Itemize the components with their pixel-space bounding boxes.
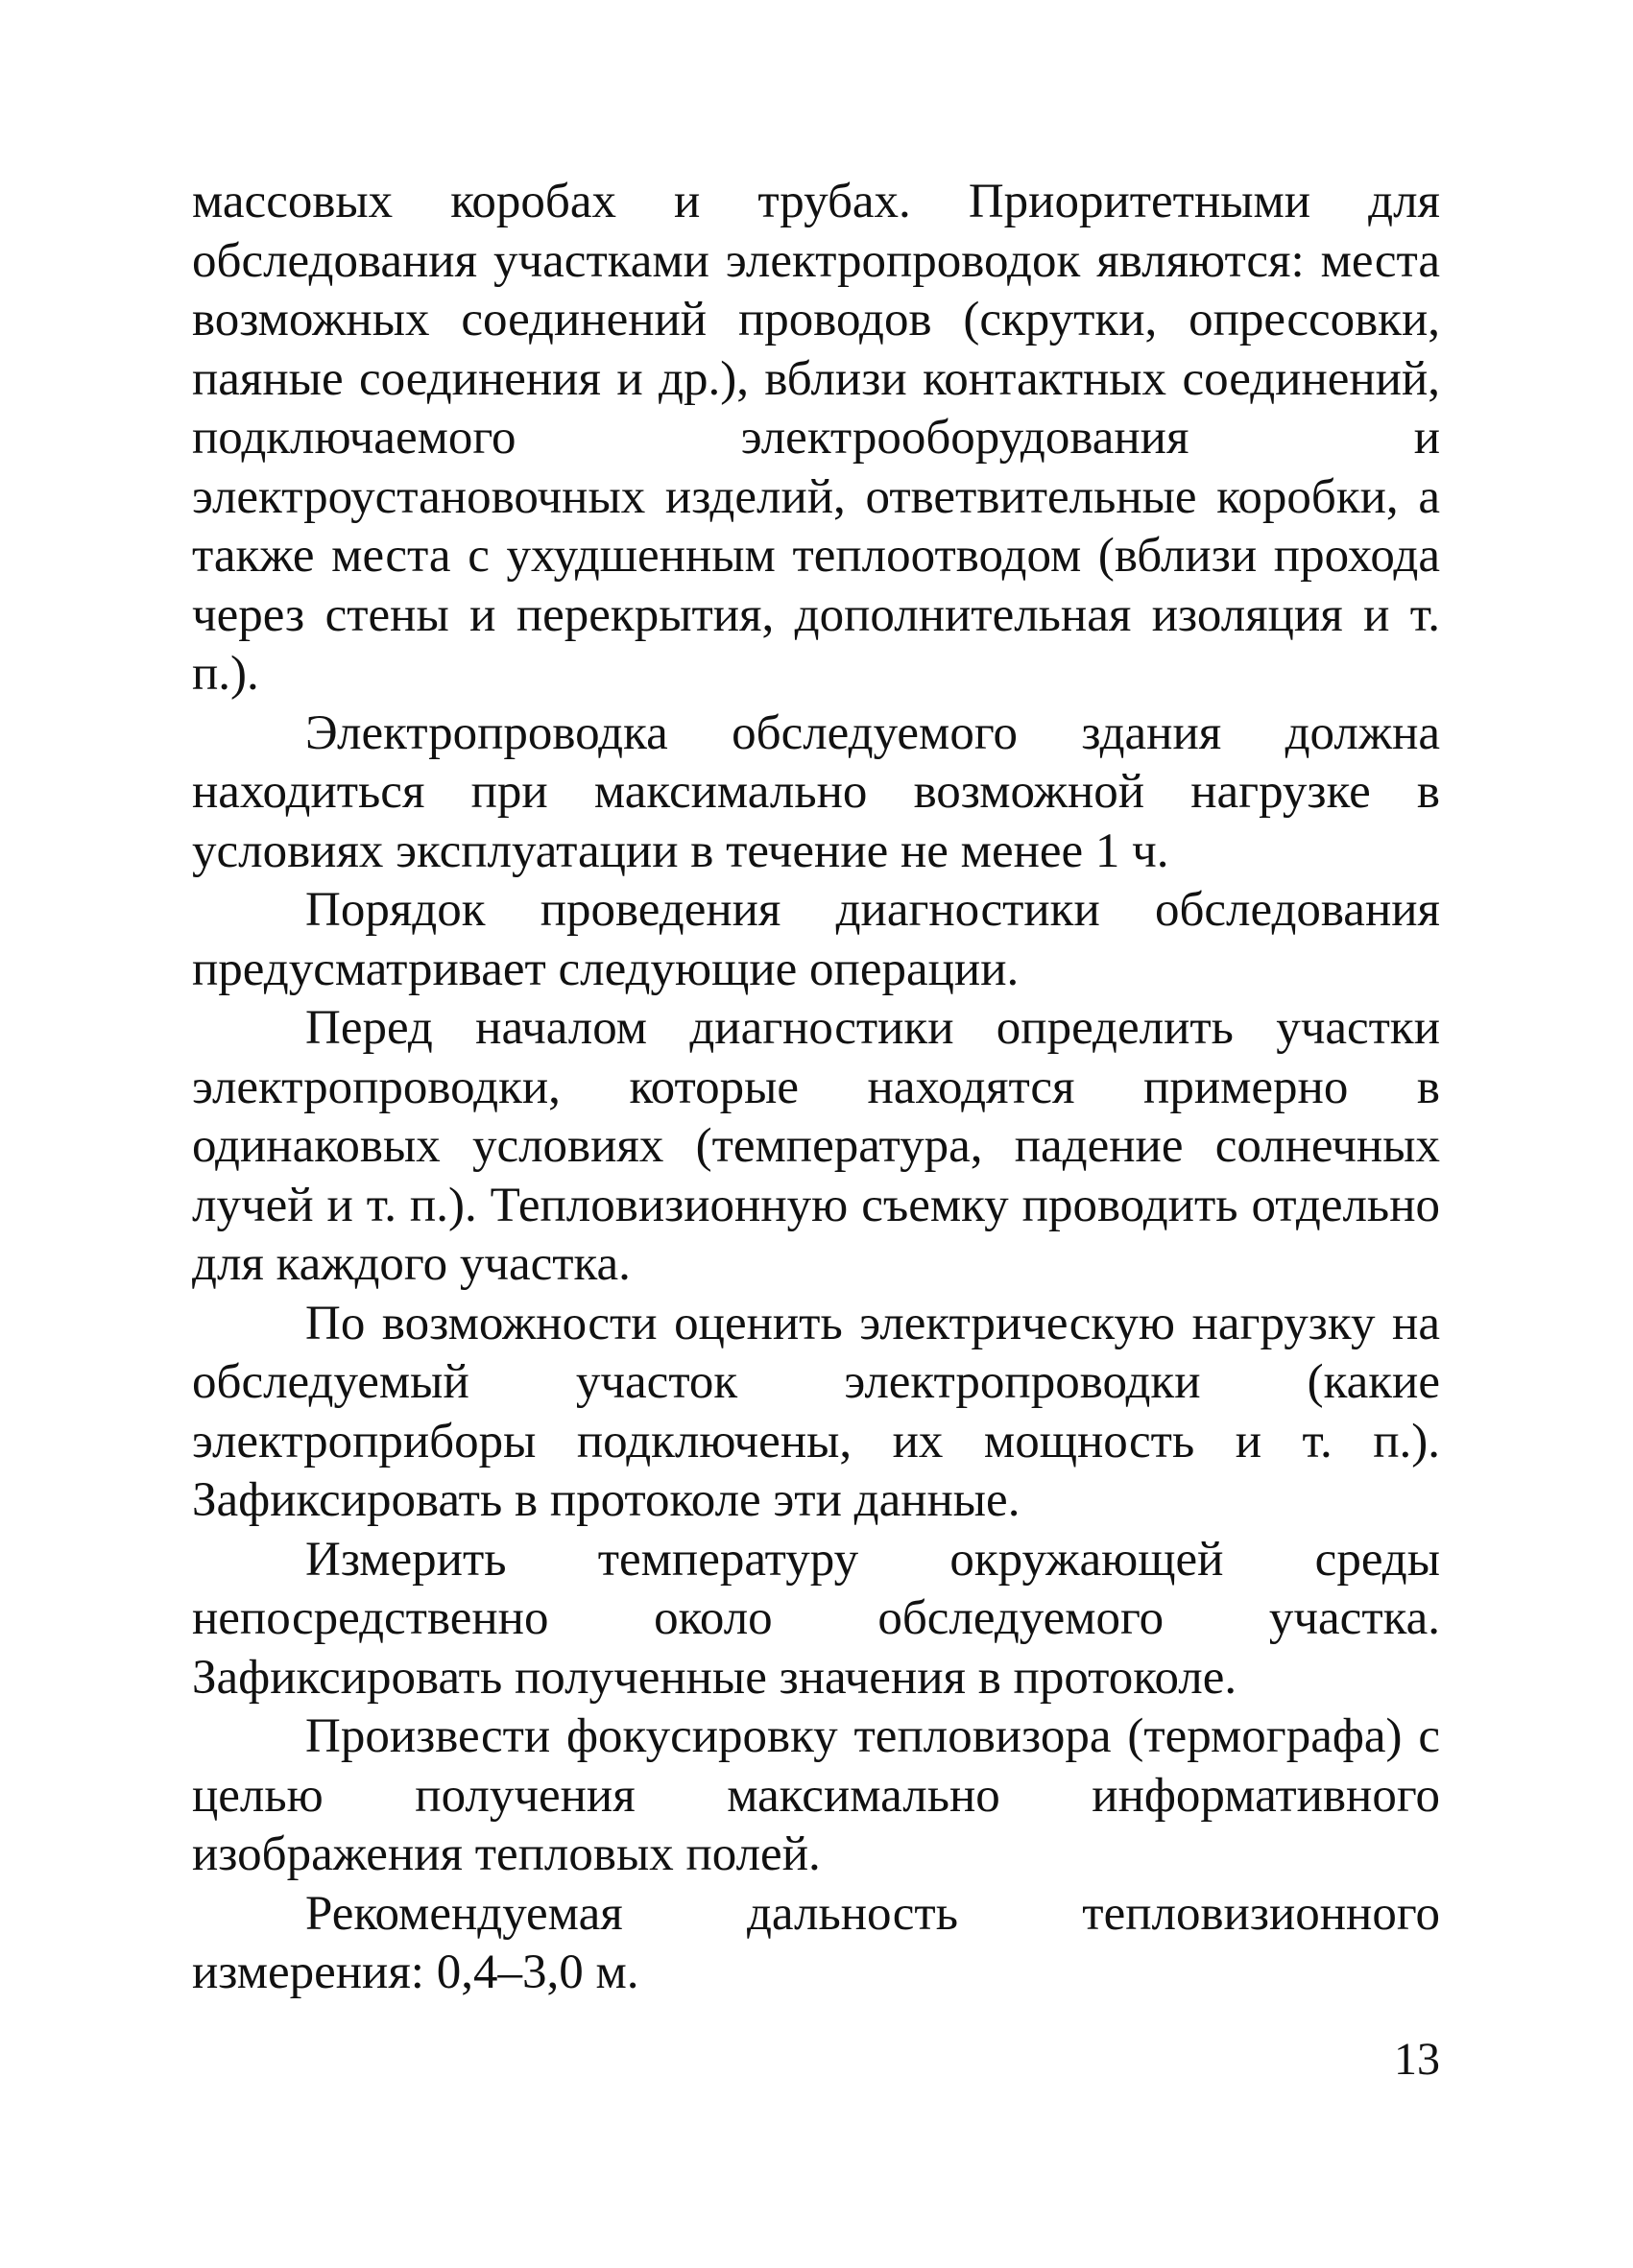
paragraph-focusing: Произвести фокусировку тепловизора (термографа) с целью получения максимально информативного изображения тепловых полей. — [192, 1709, 1440, 1881]
paragraph-continuation: массовых коробах и трубах. Приоритетными для обследования участками электропроводок являются: места возможных соединений проводов (скрутки, опрессовки, паяные соединения и др.), вблизи контактных соединений, подключаемого электрооборудования и электроустановочных изделий, ответвительные коробки, а также места с ухудшенным теплоотводом (вблизи прохода через стены и перекрытия, дополнительная изоляция и т. п.). — [192, 175, 1440, 701]
paragraph-wiring-load: Электропроводка обследуемого здания должна находиться при максимально возможной нагрузке в условиях эксплуатации в течение не менее 1 ч. — [192, 705, 1440, 878]
paragraph-distance: Рекомендуемая дальность тепловизионного измерения: 0,4–3,0 м. — [192, 1886, 1440, 1999]
body-text — [192, 173, 1440, 2003]
page-number: 13 — [1394, 2034, 1440, 2085]
paragraph-ambient-temperature: Измерить температуру окружающей среды непосредственно около обследуемого участка. Зафиксировать полученные значения в протоколе. — [192, 1532, 1440, 1705]
paragraph-load-estimate: По возможности оценить электрическую нагрузку на обследуемый участок электропроводки (какие электроприборы подключены, их мощность и т. п.). Зафиксировать в протоколе эти данные. — [192, 1296, 1440, 1527]
paragraph-sections: Перед началом диагностики определить участки электропроводки, которые находятся примерно в одинаковых условиях (температура, падение солнечных лучей и т. п.). Тепловизионную съемку проводить отдельно для каждого участка. — [192, 1001, 1440, 1291]
paragraph-procedure-intro: Порядок проведения диагностики обследования предусматривает следующие операции. — [192, 883, 1440, 996]
